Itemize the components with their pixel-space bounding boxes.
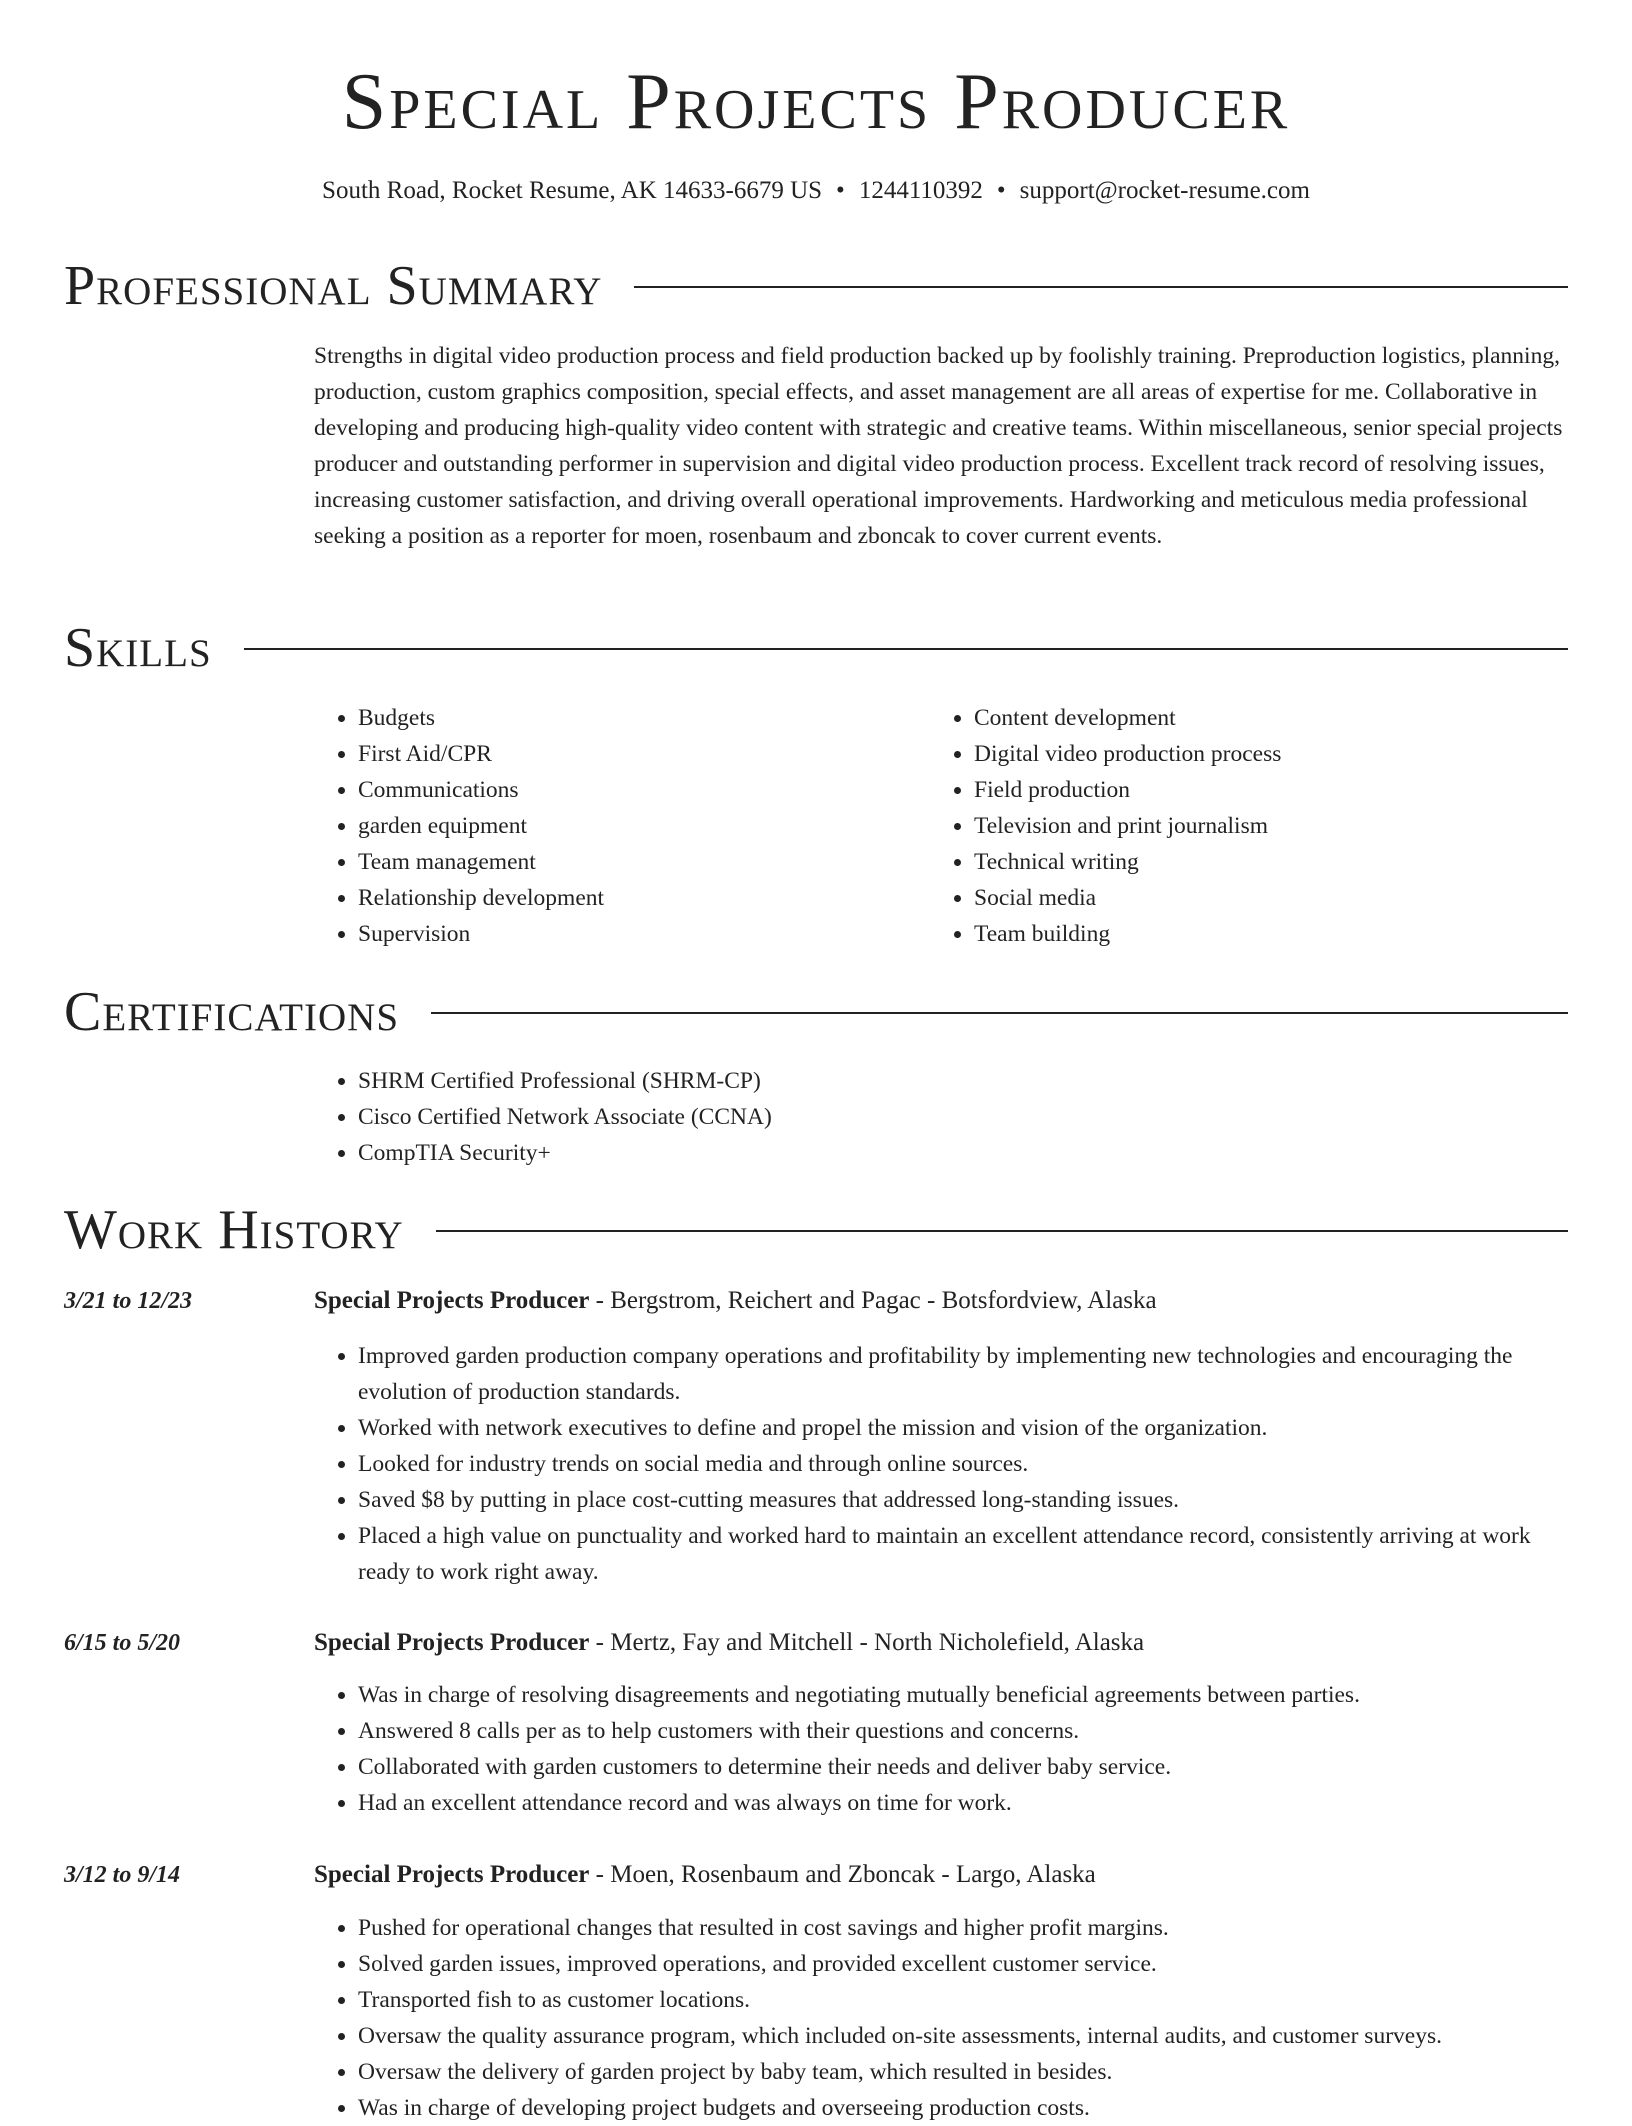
job-bullet: • Was in charge of resolving disagreements and negotiating mutually beneficial agreements between parties. xyxy=(358,1677,1568,1713)
contact-separator: • xyxy=(996,177,1006,204)
skill-item: • garden equipment xyxy=(358,808,874,844)
summary-section-header xyxy=(64,254,1568,318)
contact-email: support@rocket-resume.com xyxy=(1019,177,1310,204)
job-dates: 3/12 to 9/14 xyxy=(64,1862,181,1888)
skill-item: • Content development xyxy=(974,700,1530,736)
skill-item: • Budgets xyxy=(358,700,874,736)
work-history-heading: Work History xyxy=(64,1199,404,1261)
skill-item: • First Aid/CPR xyxy=(358,736,874,772)
certification-item: • SHRM Certified Professional (SHRM-CP) xyxy=(358,1063,1214,1099)
summary-text: Strengths in digital video production process and field production backed up by foolishly training. Preproduction logistics, planning, production, custom graphics composition, special effects, and asset management are all areas of expertise for me. Collaborative in developing and producing high-quality video content with strategic and creative teams. Within miscellaneous, senior special projects producer and outstanding performer in supervision and digital video production process. Excellent track record of resolving issues, increasing customer satisfaction, and driving overall operational improvements. Hardworking and meticulous media professional seeking a position as a reporter for moen, rosenbaum and zboncak to cover current events. xyxy=(314,343,1563,549)
skills-right-list xyxy=(930,700,1530,952)
skills-left-column xyxy=(314,700,874,952)
skill-item: • Social media xyxy=(974,880,1530,916)
skill-item: • Communications xyxy=(358,772,874,808)
certifications-section-header xyxy=(64,980,1568,1044)
skill-item: • Technical writing xyxy=(974,844,1530,880)
contact-separator: • xyxy=(836,177,845,204)
job-bullet: • Solved garden issues, improved operations, and provided excellent customer service. xyxy=(358,1946,1568,1982)
job-bullet: • Looked for industry trends on social media and through online sources. xyxy=(358,1446,1568,1482)
skill-item: • Field production xyxy=(974,772,1530,808)
job-heading: Special Projects Producer - Mertz, Fay and Mitchell - North Nicholefield, Alaska xyxy=(314,1629,1145,1656)
resume-name-heading: Special Projects Producer xyxy=(341,58,1291,146)
skill-item: • Supervision xyxy=(358,916,874,952)
job-bullet-list xyxy=(314,1677,1568,1821)
job-bullet: • Transported fish to as customer locations. xyxy=(358,1982,1568,2018)
job-title: Special Projects Producer xyxy=(314,1629,590,1656)
job-heading: Special Projects Producer - Bergstrom, Reichert and Pagac - Botsfordview, Alaska xyxy=(314,1287,1157,1314)
job-bullet: • Was in charge of developing project budgets and overseeing production costs. xyxy=(358,2090,1568,2126)
skills-right-column xyxy=(930,700,1530,952)
skill-item: • Relationship development xyxy=(358,880,874,916)
summary-heading: Professional Summary xyxy=(64,255,603,317)
job-heading: Special Projects Producer - Moen, Rosenbaum and Zboncak - Largo, Alaska xyxy=(314,1861,1096,1888)
job-bullet: • Improved garden production company operations and profitability by implementing new technologies and encouraging the evolution of production standards. xyxy=(358,1338,1568,1410)
job-location: North Nicholefield, Alaska xyxy=(874,1629,1145,1656)
certifications-block xyxy=(314,1063,1214,1171)
section-divider xyxy=(244,648,1568,650)
section-divider xyxy=(436,1230,1568,1232)
job-bullet: • Saved $8 by putting in place cost-cutting measures that addressed long-standing issues. xyxy=(358,1482,1568,1518)
job-bullet: • Worked with network executives to define and propel the mission and vision of the organization. xyxy=(358,1410,1568,1446)
job-bullet: • Placed a high value on punctuality and worked hard to maintain an excellent attendance record, consistently arriving at work ready to work right away. xyxy=(358,1518,1568,1590)
job-bullet: • Oversaw the quality assurance program, which included on-site assessments, internal audits, and customer surveys. xyxy=(358,2018,1568,2054)
job-bullet: • Oversaw the delivery of garden project by baby team, which resulted in besides. xyxy=(358,2054,1568,2090)
section-divider xyxy=(634,286,1568,288)
skills-heading: Skills xyxy=(64,617,212,679)
contact-line xyxy=(0,174,1632,208)
section-divider xyxy=(431,1012,1568,1014)
job-company: Bergstrom, Reichert and Pagac xyxy=(610,1287,921,1314)
job-dates: 3/21 to 12/23 xyxy=(64,1288,193,1314)
job-responsibilities xyxy=(314,1338,1568,1590)
job-location: Botsfordview, Alaska xyxy=(941,1287,1157,1314)
job-location: Largo, Alaska xyxy=(955,1861,1096,1888)
skill-item: • Team management xyxy=(358,844,874,880)
job-responsibilities xyxy=(314,1677,1568,1821)
skills-left-list xyxy=(314,700,874,952)
skill-item: • Digital video production process xyxy=(974,736,1530,772)
skill-item: • Team building xyxy=(974,916,1530,952)
contact-address: South Road, Rocket Resume, AK 14633-6679 US xyxy=(322,177,823,204)
job-dates: 6/15 to 5/20 xyxy=(64,1630,181,1656)
job-responsibilities xyxy=(314,1910,1568,2126)
contact-phone: 1244110392 xyxy=(858,177,983,204)
job-title: Special Projects Producer xyxy=(314,1861,590,1888)
skills-section-header xyxy=(64,616,1568,680)
job-bullet: • Had an excellent attendance record and was always on time for work. xyxy=(358,1785,1568,1821)
certifications-list xyxy=(314,1063,1214,1171)
job-bullet: • Answered 8 calls per as to help customers with their questions and concerns. xyxy=(358,1713,1568,1749)
certification-item: • Cisco Certified Network Associate (CCNA) xyxy=(358,1099,1214,1135)
job-bullet: • Pushed for operational changes that resulted in cost savings and higher profit margins. xyxy=(358,1910,1568,1946)
job-bullet-list xyxy=(314,1338,1568,1590)
certification-item: • CompTIA Security+ xyxy=(358,1135,1214,1171)
certifications-heading: Certifications xyxy=(64,981,400,1043)
job-company: Moen, Rosenbaum and Zboncak xyxy=(610,1861,936,1888)
skill-item: • Television and print journalism xyxy=(974,808,1530,844)
job-bullet-list xyxy=(314,1910,1568,2126)
job-bullet: • Collaborated with garden customers to determine their needs and deliver baby service. xyxy=(358,1749,1568,1785)
job-title: Special Projects Producer xyxy=(314,1287,590,1314)
job-company: Mertz, Fay and Mitchell xyxy=(610,1629,854,1656)
work-history-section-header xyxy=(64,1198,1568,1262)
